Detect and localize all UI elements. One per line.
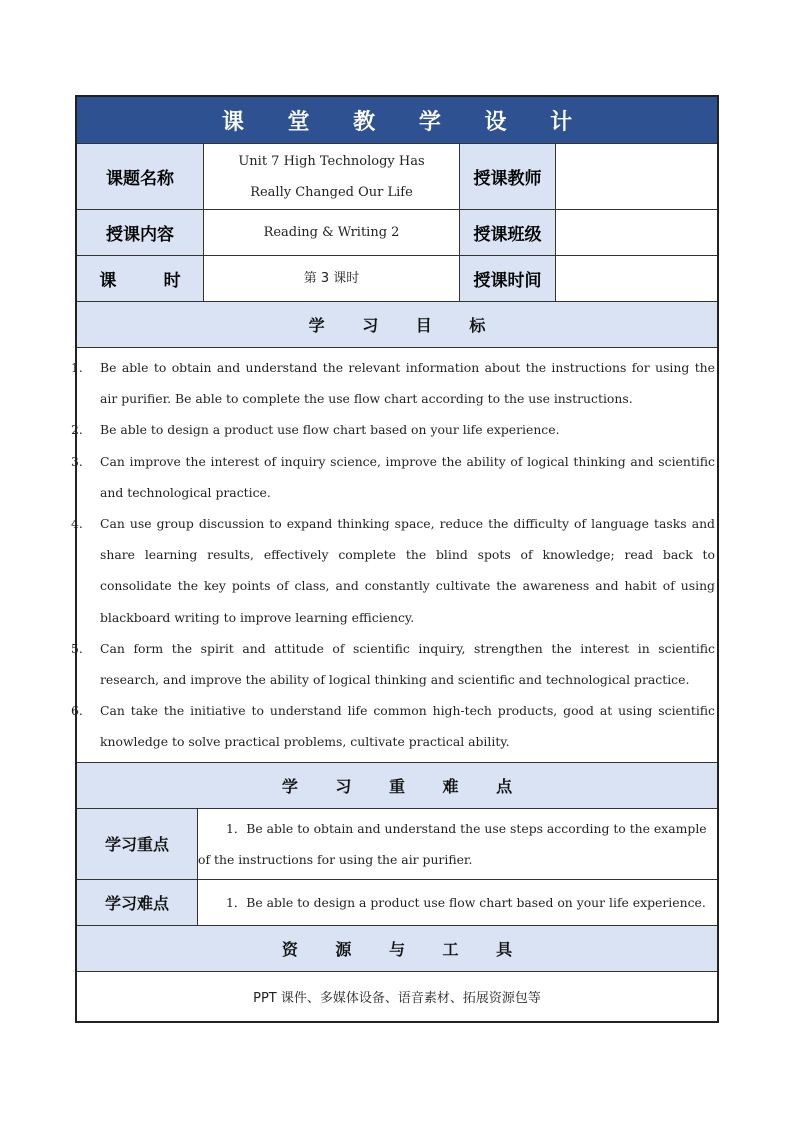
info-row-title [77,144,717,210]
objective-item [71,633,715,695]
objective-text: Can improve the interest of inquiry science, improve the ability of logical thinking and scientific and technological practice. [100,453,715,500]
key-difficult-heading: 学 习 重 难 点 [77,763,717,809]
time-value [556,256,717,301]
key-point-label: 学习重点 [77,809,198,879]
difficult-point-text: 1．Be able to design a product use flow chart based on your life experience. [226,894,706,910]
period-label: 课 时 [77,256,204,301]
resources-text: PPT 课件、多媒体设备、语音素材、拓展资源包等 [253,990,541,1006]
objective-number: 1. [71,360,83,375]
difficult-point-label: 学习难点 [77,880,198,925]
objective-text: Can take the initiative to understand life common high-tech products, good at using scientific knowledge to solve practical problems, cultivate practical ability. [100,703,715,750]
info-row-period [77,256,717,302]
teacher-label: 授课教师 [460,144,556,209]
teacher-value [556,144,717,209]
objectives-list [71,348,717,763]
content-label: 授课内容 [77,210,204,255]
period-value: 第 3 课时 [204,256,460,301]
objective-text: Be able to obtain and understand the relevant information about the instructions for using the air purifier. Be able to complete the use flow chart according to the use instructions. [100,360,715,407]
objective-text: Be able to design a product use flow chart based on your life experience. [100,422,560,438]
objective-item [71,352,715,414]
objective-number: 6. [71,703,83,719]
resources-heading: 资 源 与 工 具 [77,926,717,972]
time-label: 授课时间 [460,256,556,301]
objective-item [71,414,715,445]
difficult-point-row [77,880,717,926]
class-value [556,210,717,255]
objective-item [71,446,715,508]
objective-number: 5. [71,640,83,656]
key-point-row [77,809,717,880]
class-label: 授课班级 [460,210,556,255]
course-title-label: 课题名称 [77,144,204,209]
key-point-text: 1．Be able to obtain and understand the use steps according to the example of the instructions for using the air purifier. [198,820,707,867]
objectives-heading: 学 习 目 标 [77,302,717,348]
page-title: 课 堂 教 学 设 计 [77,97,717,144]
objective-number: 2. [71,422,83,438]
objective-text: Can use group discussion to expand thinking space, reduce the difficulty of language tasks and share learning results, effectively complete the blind spots of knowledge; read back to consolidate the key points of class, and constantly cultivate the awareness and habit of using blackboard writing to improve learning efficiency. [100,516,715,625]
course-title-value: Unit 7 High Technology Has Really Changed Our Life [204,144,460,209]
objective-number: 3. [71,453,83,469]
objective-number: 4. [71,516,83,532]
content-value: Reading & Writing 2 [204,210,460,255]
resources-row [77,972,717,1021]
lesson-plan-table [71,95,719,1023]
info-row-content [77,210,717,256]
objective-text: Can form the spirit and attitude of scientific inquiry, strengthen the interest in scientific research, and improve the ability of logical thinking and scientific and technological practice. [100,640,715,688]
objective-item [71,508,715,633]
objective-item [71,695,715,757]
